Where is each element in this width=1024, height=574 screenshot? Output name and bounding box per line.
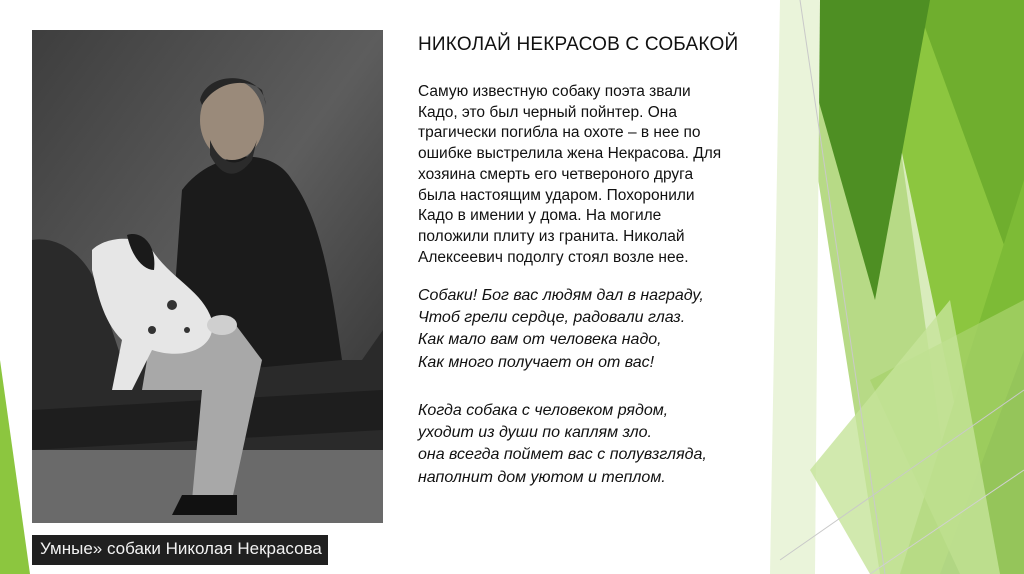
body-line: трагически погибла на охоте – в нее по (418, 124, 701, 142)
poem-line: Собаки! Бог вас людям дал в награду, (418, 287, 704, 304)
poem-line: наполнит дом уютом и теплом. (418, 468, 666, 486)
poem-line: Как много получает он от вас! (418, 353, 655, 371)
body-line: хозяина смерть его четвероного друга (418, 165, 694, 183)
nekrasov-with-dog-photo (32, 30, 383, 523)
body-line: Кадо, это был черный пойнтер. Она (418, 103, 677, 121)
body-line: Самую известную собаку поэта звали (418, 83, 691, 100)
poem-line: Как мало вам от человека надо, (418, 331, 662, 349)
slide-title: НИКОЛАЙ НЕКРАСОВ С СОБАКОЙ (418, 34, 739, 55)
body-line: была настоящим ударом. Похоронили (418, 186, 695, 204)
poem-line: уходит из души по каплям зло. (418, 424, 652, 442)
photo-caption: Умные» собаки Николая Некрасова (40, 539, 322, 558)
body-line: Алексеевич подолгу стоял возле нее. (418, 248, 689, 266)
poem-stanza-2 (418, 400, 798, 489)
slide-body-text (418, 82, 778, 268)
body-line: Кадо в имении у дома. На могиле (418, 207, 662, 225)
poem-stanza-1 (418, 285, 798, 374)
body-line: ошибке выстрелила жена Некрасова. Для (418, 145, 722, 163)
poem-line: Когда собака с человеком рядом, (418, 402, 669, 419)
poem-line: Чтоб грели сердце, радовали глаз. (418, 309, 686, 327)
body-line: положили плиту из гранита. Николай (418, 227, 685, 245)
poem-line: она всегда поймет вас с полувзгляда, (418, 446, 707, 464)
